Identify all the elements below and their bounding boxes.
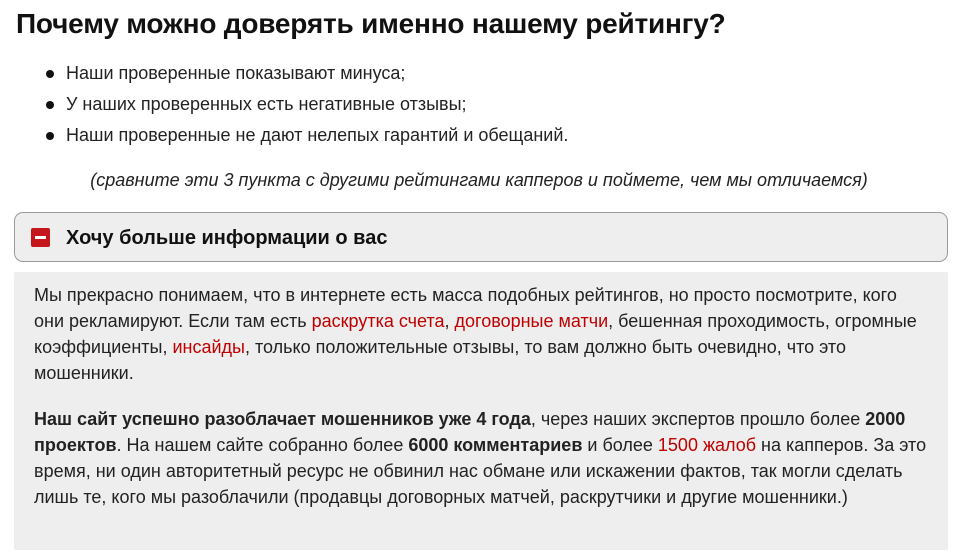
info-accordion	[14, 212, 950, 550]
bold-comments: 6000 комментариев	[408, 435, 583, 455]
list-item	[42, 120, 568, 151]
paragraph-stats	[34, 406, 928, 510]
bullet-icon	[46, 101, 54, 109]
paragraph-text: , бешенная проходимость, огромные коэффициенты,	[34, 311, 917, 357]
list-item-text: Наши проверенные не дают нелепых гарантий и обещаний.	[66, 125, 569, 145]
minus-icon[interactable]	[31, 228, 50, 247]
accordion-content	[14, 272, 948, 550]
bold-projects: 2000 проектов	[34, 409, 906, 455]
accordion-toggle[interactable]	[14, 212, 948, 262]
list-item	[42, 58, 568, 89]
page-title: Почему можно доверять именно нашему рейтингу?	[16, 8, 726, 39]
bullet-icon	[46, 132, 54, 140]
paragraph-text: , через наших экспертов прошло более	[530, 409, 866, 429]
paragraph-intro	[34, 282, 928, 386]
bullet-icon	[46, 70, 54, 78]
link-insiders[interactable]: инсайды	[172, 337, 245, 357]
paragraph-text: Мы прекрасно понимаем, что в интернете есть масса подобных рейтингов, но просто посмотрите, кого они рекламируют. Если там есть	[34, 285, 897, 331]
paragraph-text: , только положительные отзывы, то вам должно быть очевидно, что это мошенники.	[34, 337, 846, 383]
paragraph-text: ,	[444, 311, 455, 331]
trust-reasons-list	[42, 58, 568, 151]
list-item-text: У наших проверенных есть негативные отзывы;	[66, 94, 467, 114]
paragraph-text: . На нашем сайте собранно более	[116, 435, 409, 455]
paragraph-text: на капперов. За это время, ни один авторитетный ресурс не обвинил нас обмане или искажении фактов, так могли сделать лишь те, кого мы разоблачили (продавцы договорных матчей, раскрутчики и другие мошенники.)	[34, 435, 927, 507]
link-account-boosting[interactable]: раскрутка счета	[311, 311, 445, 331]
comparison-note: (сравните эти 3 пункта с другими рейтингами капперов и поймете, чем мы отличаемся)	[90, 170, 868, 190]
accordion-title: Хочу больше информации о вас	[66, 227, 388, 249]
link-fixed-matches[interactable]: договорные матчи	[454, 311, 609, 331]
bold-years: Наш сайт успешно разоблачает мошенников уже 4 года	[34, 409, 531, 429]
list-item-text: Наши проверенные показывают минуса;	[66, 63, 406, 83]
paragraph-text: и более	[582, 435, 658, 455]
list-item	[42, 89, 568, 120]
link-complaints[interactable]: 1500 жалоб	[657, 435, 757, 455]
